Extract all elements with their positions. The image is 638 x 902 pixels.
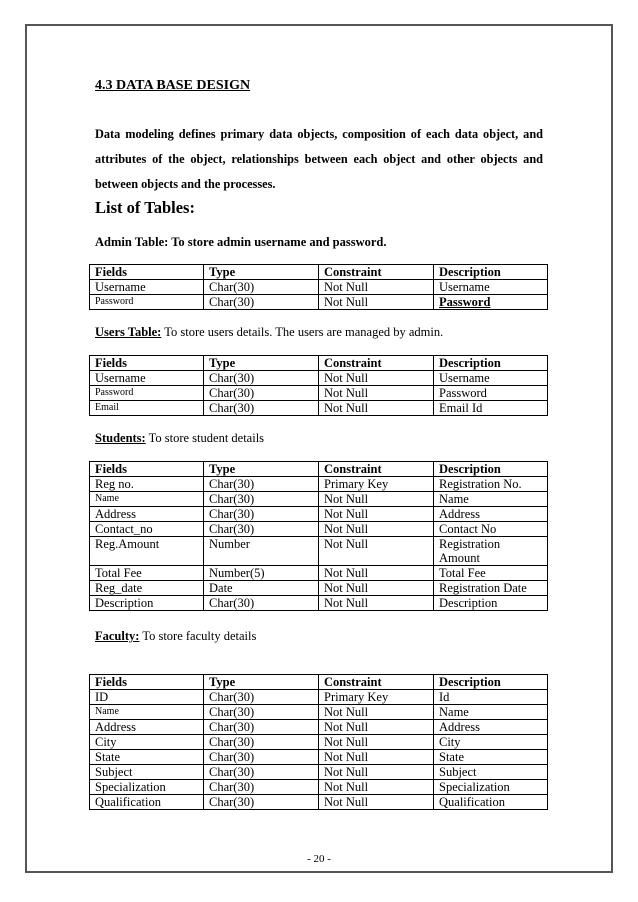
list-of-tables-title: List of Tables: — [95, 198, 195, 217]
table-cell: Qualification — [434, 795, 548, 810]
table-cell: City — [90, 735, 204, 750]
table-cell: Registration Date — [434, 581, 548, 596]
table-cell: Not Null — [319, 295, 434, 310]
table-cell: Contact No — [434, 522, 548, 537]
header-cell: Constraint — [319, 675, 434, 690]
header-cell: Fields — [90, 675, 204, 690]
table-cell: Char(30) — [204, 765, 319, 780]
faculty-caption-label: Faculty: — [95, 629, 140, 643]
table-cell: Username — [90, 280, 204, 295]
table-cell: Char(30) — [204, 507, 319, 522]
table-cell: Not Null — [319, 386, 434, 401]
table-cell: Qualification — [90, 795, 204, 810]
users-table — [89, 355, 548, 416]
table-row — [90, 780, 548, 795]
table-cell: Number — [204, 537, 319, 566]
header-cell: Description — [434, 356, 548, 371]
table-cell: Email Id — [434, 401, 548, 416]
table-cell: ID — [90, 690, 204, 705]
header-cell: Type — [204, 675, 319, 690]
table-cell: Not Null — [319, 750, 434, 765]
table-cell: Contact_no — [90, 522, 204, 537]
table-row — [90, 795, 548, 810]
table-cell: Username — [90, 371, 204, 386]
table-cell: Name — [434, 705, 548, 720]
table-cell: Not Null — [319, 537, 434, 566]
students-table — [89, 461, 548, 611]
table-row — [90, 765, 548, 780]
admin-table-caption — [95, 235, 387, 250]
table-cell: Not Null — [319, 522, 434, 537]
table-cell: Description — [434, 596, 548, 611]
table-cell: Not Null — [319, 581, 434, 596]
table-cell: Address — [434, 720, 548, 735]
table-row — [90, 401, 548, 416]
table-cell: Address — [434, 507, 548, 522]
table-row — [90, 371, 548, 386]
faculty-table-caption — [95, 629, 256, 644]
header-cell: Type — [204, 462, 319, 477]
table-row — [90, 492, 548, 507]
table-row — [90, 477, 548, 492]
table-cell: Not Null — [319, 735, 434, 750]
students-caption-label: Students: — [95, 431, 146, 445]
table-row — [90, 735, 548, 750]
table-row — [90, 705, 548, 720]
table-row — [90, 295, 548, 310]
table-header-row — [90, 265, 548, 280]
table-cell: Address — [90, 720, 204, 735]
table-cell: Password — [90, 386, 204, 401]
table-cell: Total Fee — [90, 566, 204, 581]
table-cell: Reg.Amount — [90, 537, 204, 566]
table-header-row — [90, 462, 548, 477]
students-caption-text: To store student details — [145, 431, 265, 445]
table-cell: State — [434, 750, 548, 765]
header-cell: Constraint — [319, 356, 434, 371]
header-cell: Fields — [90, 265, 204, 280]
header-cell: Description — [434, 265, 548, 280]
intro-paragraph: Data modeling defines primary data objects, composition of each data object, and attributes of the object, relationships between each object and other objects and between objects and the processes. — [95, 127, 543, 191]
table-cell: Specialization — [434, 780, 548, 795]
table-cell: Id — [434, 690, 548, 705]
table-cell: Not Null — [319, 765, 434, 780]
faculty-table — [89, 674, 548, 810]
table-cell: Primary Key — [319, 477, 434, 492]
table-cell: Reg_date — [90, 581, 204, 596]
table-cell: Reg no. — [90, 477, 204, 492]
header-cell: Description — [434, 462, 548, 477]
students-table-caption — [95, 431, 264, 446]
table-cell: Not Null — [319, 280, 434, 295]
table-cell: Not Null — [319, 720, 434, 735]
users-caption-text: To store users details. The users are managed by admin. — [161, 325, 444, 339]
users-table-caption — [95, 325, 443, 340]
table-row — [90, 537, 548, 566]
table-cell: Name — [434, 492, 548, 507]
header-cell: Type — [204, 265, 319, 280]
table-cell: Char(30) — [204, 280, 319, 295]
table-cell: Not Null — [319, 566, 434, 581]
table-cell: Name — [90, 705, 204, 720]
table-cell: Char(30) — [204, 690, 319, 705]
table-cell: Primary Key — [319, 690, 434, 705]
table-cell: Subject — [90, 765, 204, 780]
table-cell: Char(30) — [204, 386, 319, 401]
table-cell: Not Null — [319, 507, 434, 522]
table-cell: Password — [90, 295, 204, 310]
table-row — [90, 720, 548, 735]
table-row — [90, 566, 548, 581]
header-cell: Constraint — [319, 462, 434, 477]
table-cell: Not Null — [319, 371, 434, 386]
table-cell: Not Null — [319, 780, 434, 795]
table-row — [90, 690, 548, 705]
table-cell: Not Null — [319, 596, 434, 611]
faculty-caption-text: To store faculty details — [139, 629, 257, 643]
table-header-row — [90, 675, 548, 690]
table-cell: Not Null — [319, 401, 434, 416]
table-cell: State — [90, 750, 204, 765]
table-cell: Char(30) — [204, 477, 319, 492]
table-cell: Subject — [434, 765, 548, 780]
header-cell: Fields — [90, 356, 204, 371]
table-cell: Number(5) — [204, 566, 319, 581]
users-caption-label: Users Table: — [95, 325, 162, 339]
table-cell: Char(30) — [204, 596, 319, 611]
table-cell: Not Null — [319, 492, 434, 507]
header-cell: Type — [204, 356, 319, 371]
table-cell: Password — [434, 295, 548, 310]
table-cell: Char(30) — [204, 750, 319, 765]
table-cell: Char(30) — [204, 780, 319, 795]
table-cell: Char(30) — [204, 295, 319, 310]
table-cell: Char(30) — [204, 705, 319, 720]
admin-caption-text: Admin Table: To store admin username and password. — [95, 235, 387, 249]
table-cell: Username — [434, 280, 548, 295]
table-cell: Total Fee — [434, 566, 548, 581]
table-row — [90, 596, 548, 611]
table-cell: Date — [204, 581, 319, 596]
table-row — [90, 507, 548, 522]
header-cell: Description — [434, 675, 548, 690]
table-cell: Address — [90, 507, 204, 522]
table-cell: Char(30) — [204, 401, 319, 416]
section-heading: 4.3 DATA BASE DESIGN — [95, 78, 251, 93]
table-header-row — [90, 356, 548, 371]
table-cell: Description — [90, 596, 204, 611]
page-number: - 20 - — [307, 853, 331, 865]
table-cell: Char(30) — [204, 492, 319, 507]
admin-table — [89, 264, 548, 310]
table-row — [90, 581, 548, 596]
table-row — [90, 280, 548, 295]
table-cell: Email — [90, 401, 204, 416]
table-row — [90, 522, 548, 537]
table-cell: Char(30) — [204, 522, 319, 537]
table-cell: Registration Amount — [434, 537, 548, 566]
table-cell: Password — [434, 386, 548, 401]
table-cell: Char(30) — [204, 720, 319, 735]
table-row — [90, 386, 548, 401]
table-row — [90, 750, 548, 765]
table-cell: Not Null — [319, 795, 434, 810]
table-cell: Not Null — [319, 705, 434, 720]
table-cell: City — [434, 735, 548, 750]
table-cell: Registration No. — [434, 477, 548, 492]
table-cell: Specialization — [90, 780, 204, 795]
table-cell: Char(30) — [204, 795, 319, 810]
table-cell: Char(30) — [204, 735, 319, 750]
table-cell: Char(30) — [204, 371, 319, 386]
header-cell: Fields — [90, 462, 204, 477]
table-cell: Username — [434, 371, 548, 386]
table-cell: Name — [90, 492, 204, 507]
header-cell: Constraint — [319, 265, 434, 280]
